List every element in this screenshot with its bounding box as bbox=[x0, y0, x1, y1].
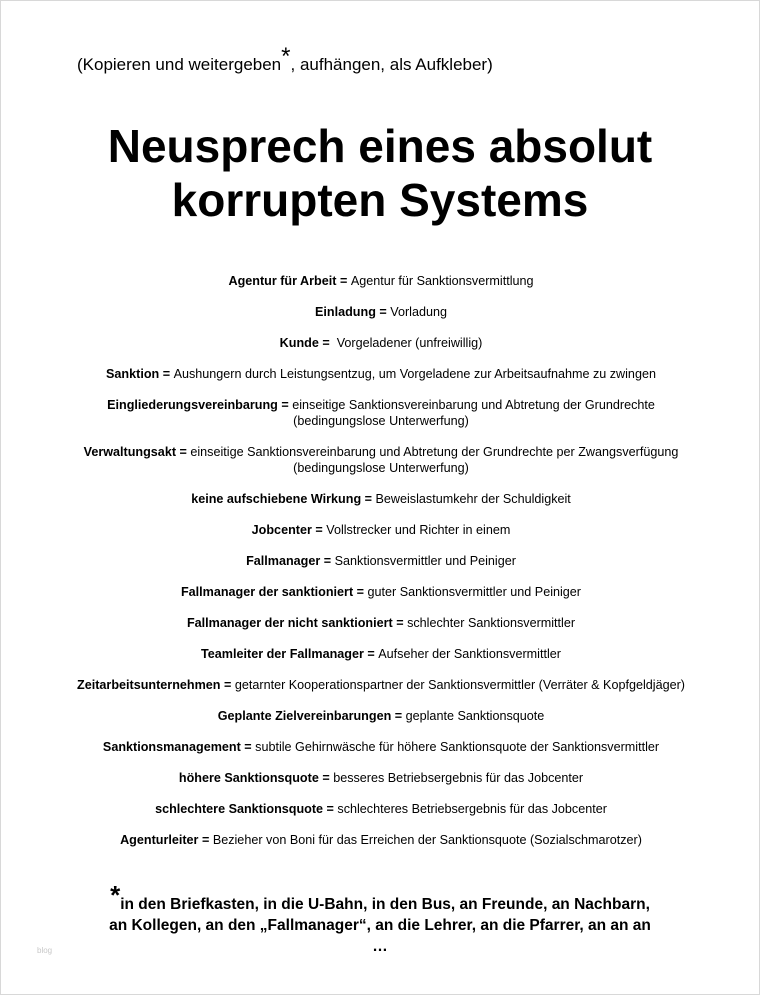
glossary-term: Geplante Zielvereinbarungen bbox=[217, 709, 392, 723]
glossary-term: Kunde bbox=[279, 336, 319, 350]
glossary-definition: Sanktionsvermittler und Peiniger bbox=[334, 554, 516, 568]
glossary-entry bbox=[71, 770, 691, 786]
glossary-entry bbox=[71, 491, 691, 507]
footnote bbox=[101, 880, 659, 957]
glossary-entry bbox=[71, 584, 691, 600]
subtitle-text-before: (Kopieren und weitergeben bbox=[77, 55, 282, 74]
footnote-text: in den Briefkasten, in die U-Bahn, in den Bus, an Freunde, an Nachbarn, an Kollegen, an den „Fallmanager“, an die Lehrer, an die Pfarrer, an an an … bbox=[109, 896, 651, 955]
glossary-definition: schlechteres Betriebsergebnis für das Jobcenter bbox=[337, 802, 607, 816]
glossary-term: Verwaltungsakt bbox=[83, 445, 177, 459]
glossary-separator: = bbox=[318, 336, 337, 350]
glossary-separator: = bbox=[220, 678, 235, 692]
glossary-term: Eingliederungsvereinbarung bbox=[107, 398, 278, 412]
glossary-definition: getarnter Kooperationspartner der Sanktionsvermittler (Verräter & Kopfgeldjäger) bbox=[234, 678, 685, 692]
glossary-entry bbox=[71, 553, 691, 569]
glossary-definition: Aushungern durch Leistungsentzug, um Vorgeladene zur Arbeitsaufnahme zu zwingen bbox=[173, 367, 656, 381]
glossary-separator: = bbox=[361, 492, 376, 506]
glossary-entry bbox=[71, 677, 691, 693]
glossary-separator: = bbox=[392, 616, 408, 630]
glossary-entry bbox=[71, 444, 691, 476]
glossary-definition: Aufseher der Sanktionsvermittler bbox=[378, 647, 561, 661]
subtitle bbox=[77, 43, 493, 75]
glossary-term: Agenturleiter bbox=[120, 833, 199, 847]
glossary-separator: = bbox=[336, 274, 351, 288]
glossary-definition: Agentur für Sanktionsvermittlung bbox=[350, 274, 534, 288]
glossary-separator: = bbox=[353, 585, 368, 599]
glossary-term: Jobcenter bbox=[251, 523, 312, 537]
glossary-definition: schlechter Sanktionsvermittler bbox=[407, 616, 576, 630]
glossary-term: höhere Sanktionsquote bbox=[178, 771, 319, 785]
glossary-definition: Vorladung bbox=[390, 305, 447, 319]
glossary-term: Einladung bbox=[315, 305, 376, 319]
glossary-entry bbox=[71, 397, 691, 429]
watermark: blog bbox=[37, 946, 53, 955]
footnote-asterisk: * bbox=[110, 880, 121, 910]
glossary-entry bbox=[71, 335, 691, 351]
glossary-separator: = bbox=[198, 833, 213, 847]
subtitle-asterisk: * bbox=[281, 43, 291, 70]
glossary-definition: besseres Betriebsergebnis für das Jobcenter bbox=[333, 771, 584, 785]
glossary-definition: Bezieher von Boni für das Erreichen der Sanktionsquote (Sozialschmarotzer) bbox=[212, 833, 642, 847]
glossary-separator: = bbox=[391, 709, 406, 723]
glossary-term: Fallmanager der sanktioniert bbox=[180, 585, 354, 599]
glossary-entry bbox=[71, 304, 691, 320]
glossary-separator: = bbox=[176, 445, 191, 459]
glossary-entry bbox=[71, 273, 691, 289]
glossary-definition: einseitige Sanktionsvereinbarung und Abtretung der Grundrechte (bedingungslose Unterwerfung) bbox=[292, 398, 655, 428]
glossary-entry bbox=[71, 366, 691, 382]
glossary-definition: einseitige Sanktionsvereinbarung und Abtretung der Grundrechte per Zwangsverfügung (bedingungslose Unterwerfung) bbox=[190, 445, 679, 475]
glossary-term: Fallmanager der nicht sanktioniert bbox=[186, 616, 393, 630]
glossary-entry bbox=[71, 801, 691, 817]
glossary-definition: subtile Gehirnwäsche für höhere Sanktionsquote der Sanktionsvermittler bbox=[255, 740, 660, 754]
glossary-separator: = bbox=[320, 554, 335, 568]
glossary-entry bbox=[71, 646, 691, 662]
glossary-term: Zeitarbeitsunternehmen bbox=[77, 678, 221, 692]
glossary-separator: = bbox=[240, 740, 256, 754]
glossary-definition: guter Sanktionsvermittler und Peiniger bbox=[367, 585, 582, 599]
glossary-term: schlechtere Sanktionsquote bbox=[155, 802, 324, 816]
glossary-separator: = bbox=[159, 367, 174, 381]
glossary-separator: = bbox=[318, 771, 334, 785]
glossary-definition: geplante Sanktionsquote bbox=[405, 709, 545, 723]
glossary-entry bbox=[71, 708, 691, 724]
glossary-term: Agentur für Arbeit bbox=[228, 274, 337, 288]
page-title bbox=[1, 119, 759, 227]
glossary-separator: = bbox=[277, 398, 293, 412]
title-line-1: Neusprech eines absolut bbox=[107, 120, 653, 172]
glossary-term: Sanktion bbox=[106, 367, 160, 381]
glossary-separator: = bbox=[311, 523, 327, 537]
glossary-definition: Beweislastumkehr der Schuldigkeit bbox=[375, 492, 571, 506]
glossary-separator: = bbox=[363, 647, 379, 661]
glossary-separator: = bbox=[375, 305, 391, 319]
glossary-term: Fallmanager bbox=[246, 554, 321, 568]
glossary-entry bbox=[71, 522, 691, 538]
glossary-definition: Vollstrecker und Richter in einem bbox=[326, 523, 511, 537]
glossary-term: Teamleiter der Fallmanager bbox=[201, 647, 364, 661]
glossary-entry bbox=[71, 832, 691, 848]
subtitle-text-after: , aufhängen, als Aufkleber) bbox=[290, 55, 493, 74]
glossary-term: Sanktionsmanagement bbox=[102, 740, 241, 754]
glossary-list bbox=[71, 273, 691, 863]
glossary-entry bbox=[71, 739, 691, 755]
glossary-entry bbox=[71, 615, 691, 631]
glossary-definition: Vorgeladener (unfreiwillig) bbox=[336, 336, 483, 350]
glossary-separator: = bbox=[323, 802, 338, 816]
title-line-2: korrupten Systems bbox=[171, 174, 589, 226]
glossary-term: keine aufschiebene Wirkung bbox=[191, 492, 362, 506]
